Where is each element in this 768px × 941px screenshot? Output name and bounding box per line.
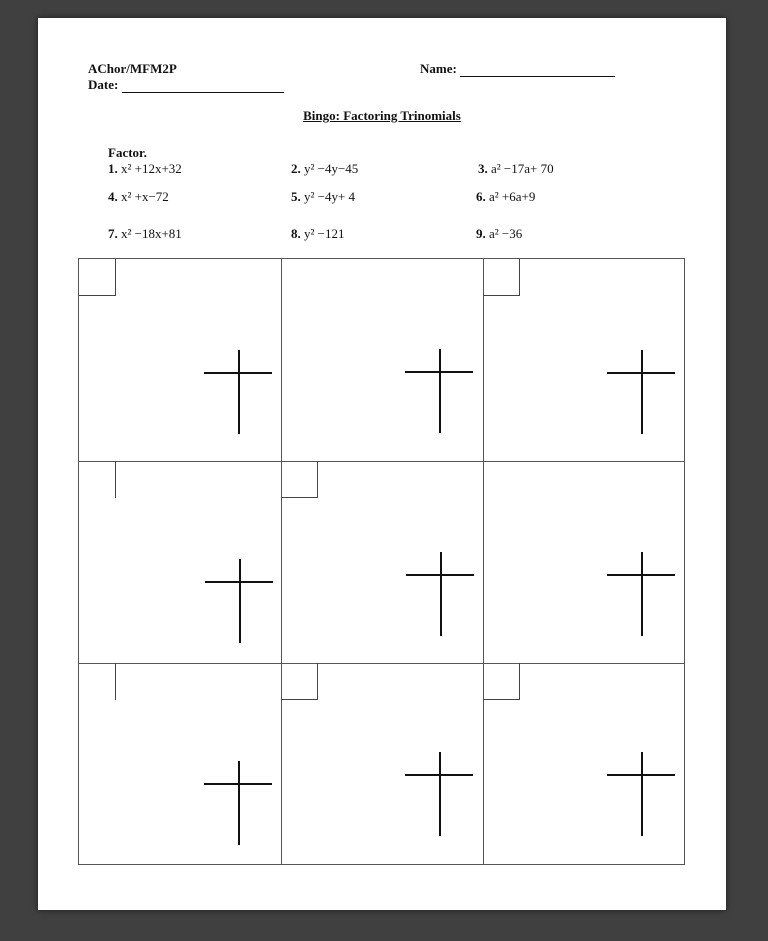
- bingo-cell[interactable]: [79, 663, 281, 865]
- problem-number: 5.: [291, 189, 301, 204]
- date-line: [88, 77, 284, 93]
- cross-mark: [238, 350, 240, 434]
- bingo-cell[interactable]: [483, 259, 685, 461]
- problem-expression: y² −4y−45: [304, 161, 359, 176]
- problem-number: 3.: [478, 161, 488, 176]
- problem-number: 7.: [108, 226, 118, 241]
- cross-mark: [641, 350, 643, 434]
- cross-mark: [439, 349, 441, 433]
- problem-expression: x² −18x+81: [121, 226, 182, 241]
- bingo-cell[interactable]: [483, 461, 685, 663]
- corner-box: [483, 663, 520, 700]
- problem-4: [108, 189, 169, 205]
- problem-number: 8.: [291, 226, 301, 241]
- problem-number: 1.: [108, 161, 118, 176]
- cross-mark: [439, 752, 441, 836]
- problem-number: 4.: [108, 189, 118, 204]
- problem-expression: a² −17a+ 70: [491, 161, 554, 176]
- bingo-cell[interactable]: [483, 663, 685, 865]
- name-line: [420, 61, 615, 77]
- corner-box: [281, 461, 318, 498]
- course-code: AChor/MFM2P: [88, 61, 177, 76]
- problem-3: [478, 161, 554, 177]
- problem-6: [476, 189, 535, 205]
- problem-1: [108, 161, 182, 177]
- problem-expression: a² −36: [489, 226, 523, 241]
- cross-mark: [641, 752, 643, 836]
- cross-mark: [238, 761, 240, 845]
- corner-box: [483, 259, 520, 296]
- instruction-text: Factor.: [108, 145, 147, 160]
- date-blank: [122, 80, 284, 93]
- problem-8: [291, 226, 344, 242]
- name-label: Name:: [420, 61, 457, 76]
- problem-number: 2.: [291, 161, 301, 176]
- bingo-cell[interactable]: [281, 461, 483, 663]
- problem-5: [291, 189, 355, 205]
- problem-9: [476, 226, 522, 242]
- problem-expression: a² +6a+9: [489, 189, 536, 204]
- problem-expression: y² −121: [304, 226, 345, 241]
- name-blank: [460, 64, 615, 77]
- bingo-board: [78, 258, 685, 865]
- cross-mark: [641, 552, 643, 636]
- problem-number: 6.: [476, 189, 486, 204]
- problem-expression: x² +x−72: [121, 189, 169, 204]
- bingo-cell[interactable]: [79, 259, 281, 461]
- cross-mark: [239, 559, 241, 643]
- date-label: Date:: [88, 77, 119, 92]
- corner-box: [79, 663, 116, 700]
- bingo-cell[interactable]: [281, 259, 483, 461]
- problem-expression: y² −4y+ 4: [304, 189, 356, 204]
- bingo-cell[interactable]: [281, 663, 483, 865]
- cross-mark: [440, 552, 442, 636]
- problem-7: [108, 226, 182, 242]
- problem-expression: x² +12x+32: [121, 161, 182, 176]
- problem-number: 9.: [476, 226, 486, 241]
- page-title: Bingo: Factoring Trinomials: [303, 108, 461, 123]
- problem-2: [291, 161, 358, 177]
- worksheet-page: [38, 18, 726, 910]
- corner-box: [281, 663, 318, 700]
- corner-box: [79, 461, 116, 498]
- corner-box: [79, 259, 116, 296]
- bingo-cell[interactable]: [79, 461, 281, 663]
